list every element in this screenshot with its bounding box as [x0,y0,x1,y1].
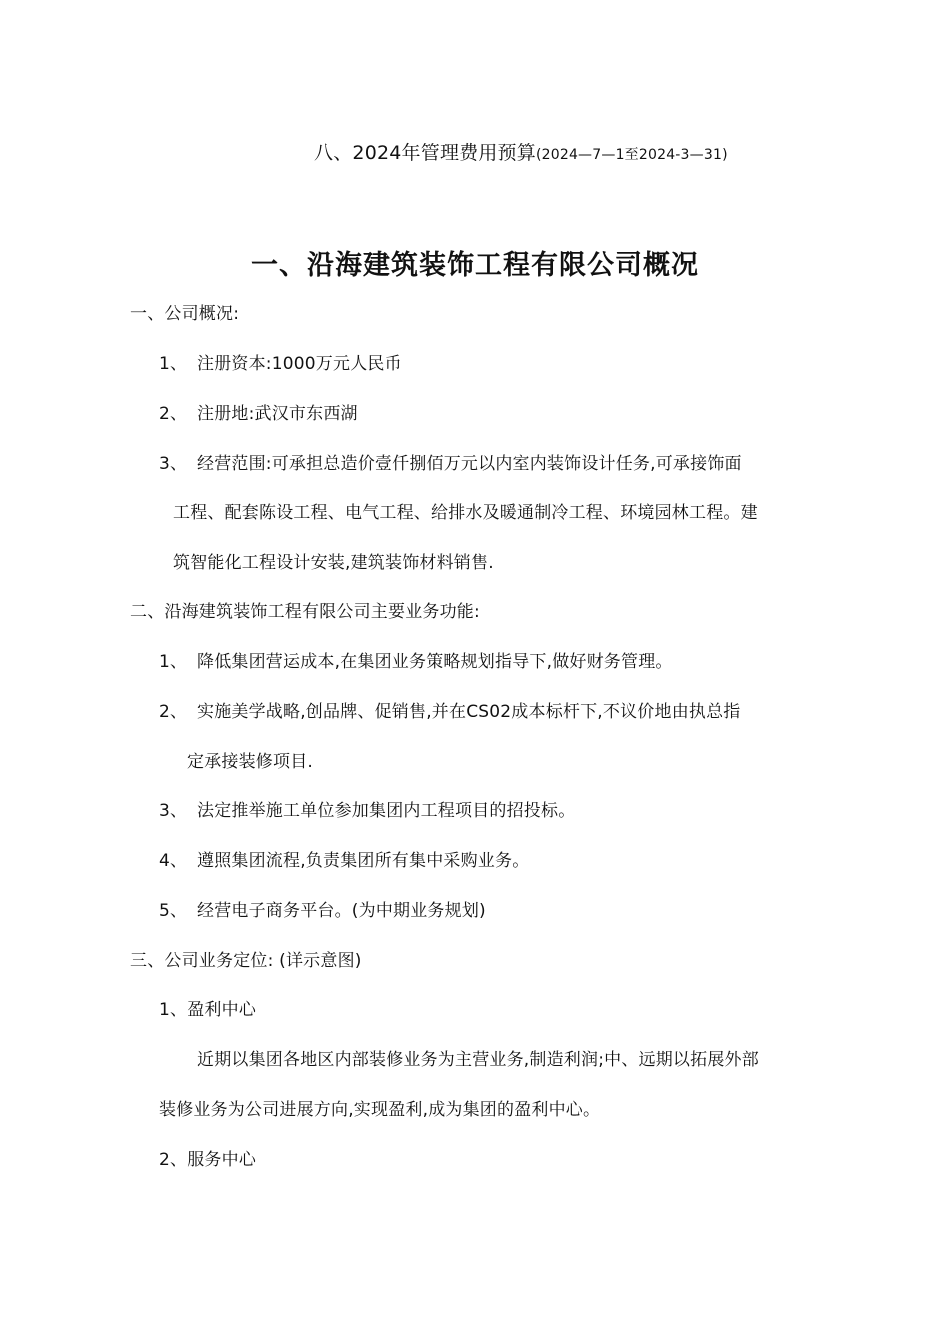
list-item-number: 3、 [159,801,188,821]
list-item-number: 1、 [159,354,188,374]
list-item [159,800,575,822]
list-item-continuation: 定承接装修项目. [187,752,314,772]
list-item [159,850,529,872]
subsection-heading-service-center: 2、服务中心 [159,1150,257,1170]
paragraph-line: 近期以集团各地区内部装修业务为主营业务,制造利润;中、远期以拓展外部 [197,1050,759,1070]
list-item [159,651,673,673]
subsection-heading-profit-center: 1、盈利中心 [159,1000,257,1020]
section-heading-business-positioning: 三、公司业务定位: (详示意图) [130,951,362,971]
list-item-text: 实施美学战略,创品牌、促销售,并在CS02成本标杆下,不议价地由执总指 [197,702,741,722]
list-item-continuation: 工程、配套陈设工程、电气工程、给排水及暖通制冷工程、环境园林工程。建 [173,503,758,523]
list-item-text: 遵照集团流程,负责集团所有集中采购业务。 [197,851,530,871]
list-item [159,403,358,425]
list-item [159,701,741,723]
list-item [159,453,742,475]
list-item [159,353,402,375]
list-item-number: 3、 [159,454,188,474]
list-item-text: 降低集团营运成本,在集团业务策略规划指导下,做好财务管理。 [197,652,673,672]
list-item-text: 经营电子商务平台。(为中期业务规划) [197,901,486,921]
list-item-number: 2、 [159,702,188,722]
list-item-text: 注册地:武汉市东西湖 [197,404,358,424]
paragraph-line: 装修业务为公司进展方向,实现盈利,成为集团的盈利中心。 [159,1100,601,1120]
list-item-text: 经营范围:可承担总造价壹仟捌佰万元以内室内装饰设计任务,可承接饰面 [197,454,742,474]
list-item-number: 1、 [159,652,188,672]
list-item-number: 4、 [159,851,188,871]
list-item [159,900,486,922]
section-heading-company-overview: 一、公司概况: [130,304,240,324]
page-title: 一、沿海建筑装饰工程有限公司概况 [251,250,699,281]
list-item-text: 注册资本:1000万元人民币 [197,354,402,374]
toc-line [314,140,728,168]
list-item-text: 法定推举施工单位参加集团内工程项目的招投标。 [197,801,576,821]
toc-date-range: (2024—7—1至2024-3—31) [535,147,728,163]
section-heading-business-functions: 二、沿海建筑装饰工程有限公司主要业务功能: [130,602,480,622]
list-item-number: 2、 [159,404,188,424]
list-item-number: 5、 [159,901,188,921]
list-item-continuation: 筑智能化工程设计安装,建筑装饰材料销售. [173,553,494,573]
toc-main: 八、2024年管理费用预算 [314,142,536,164]
